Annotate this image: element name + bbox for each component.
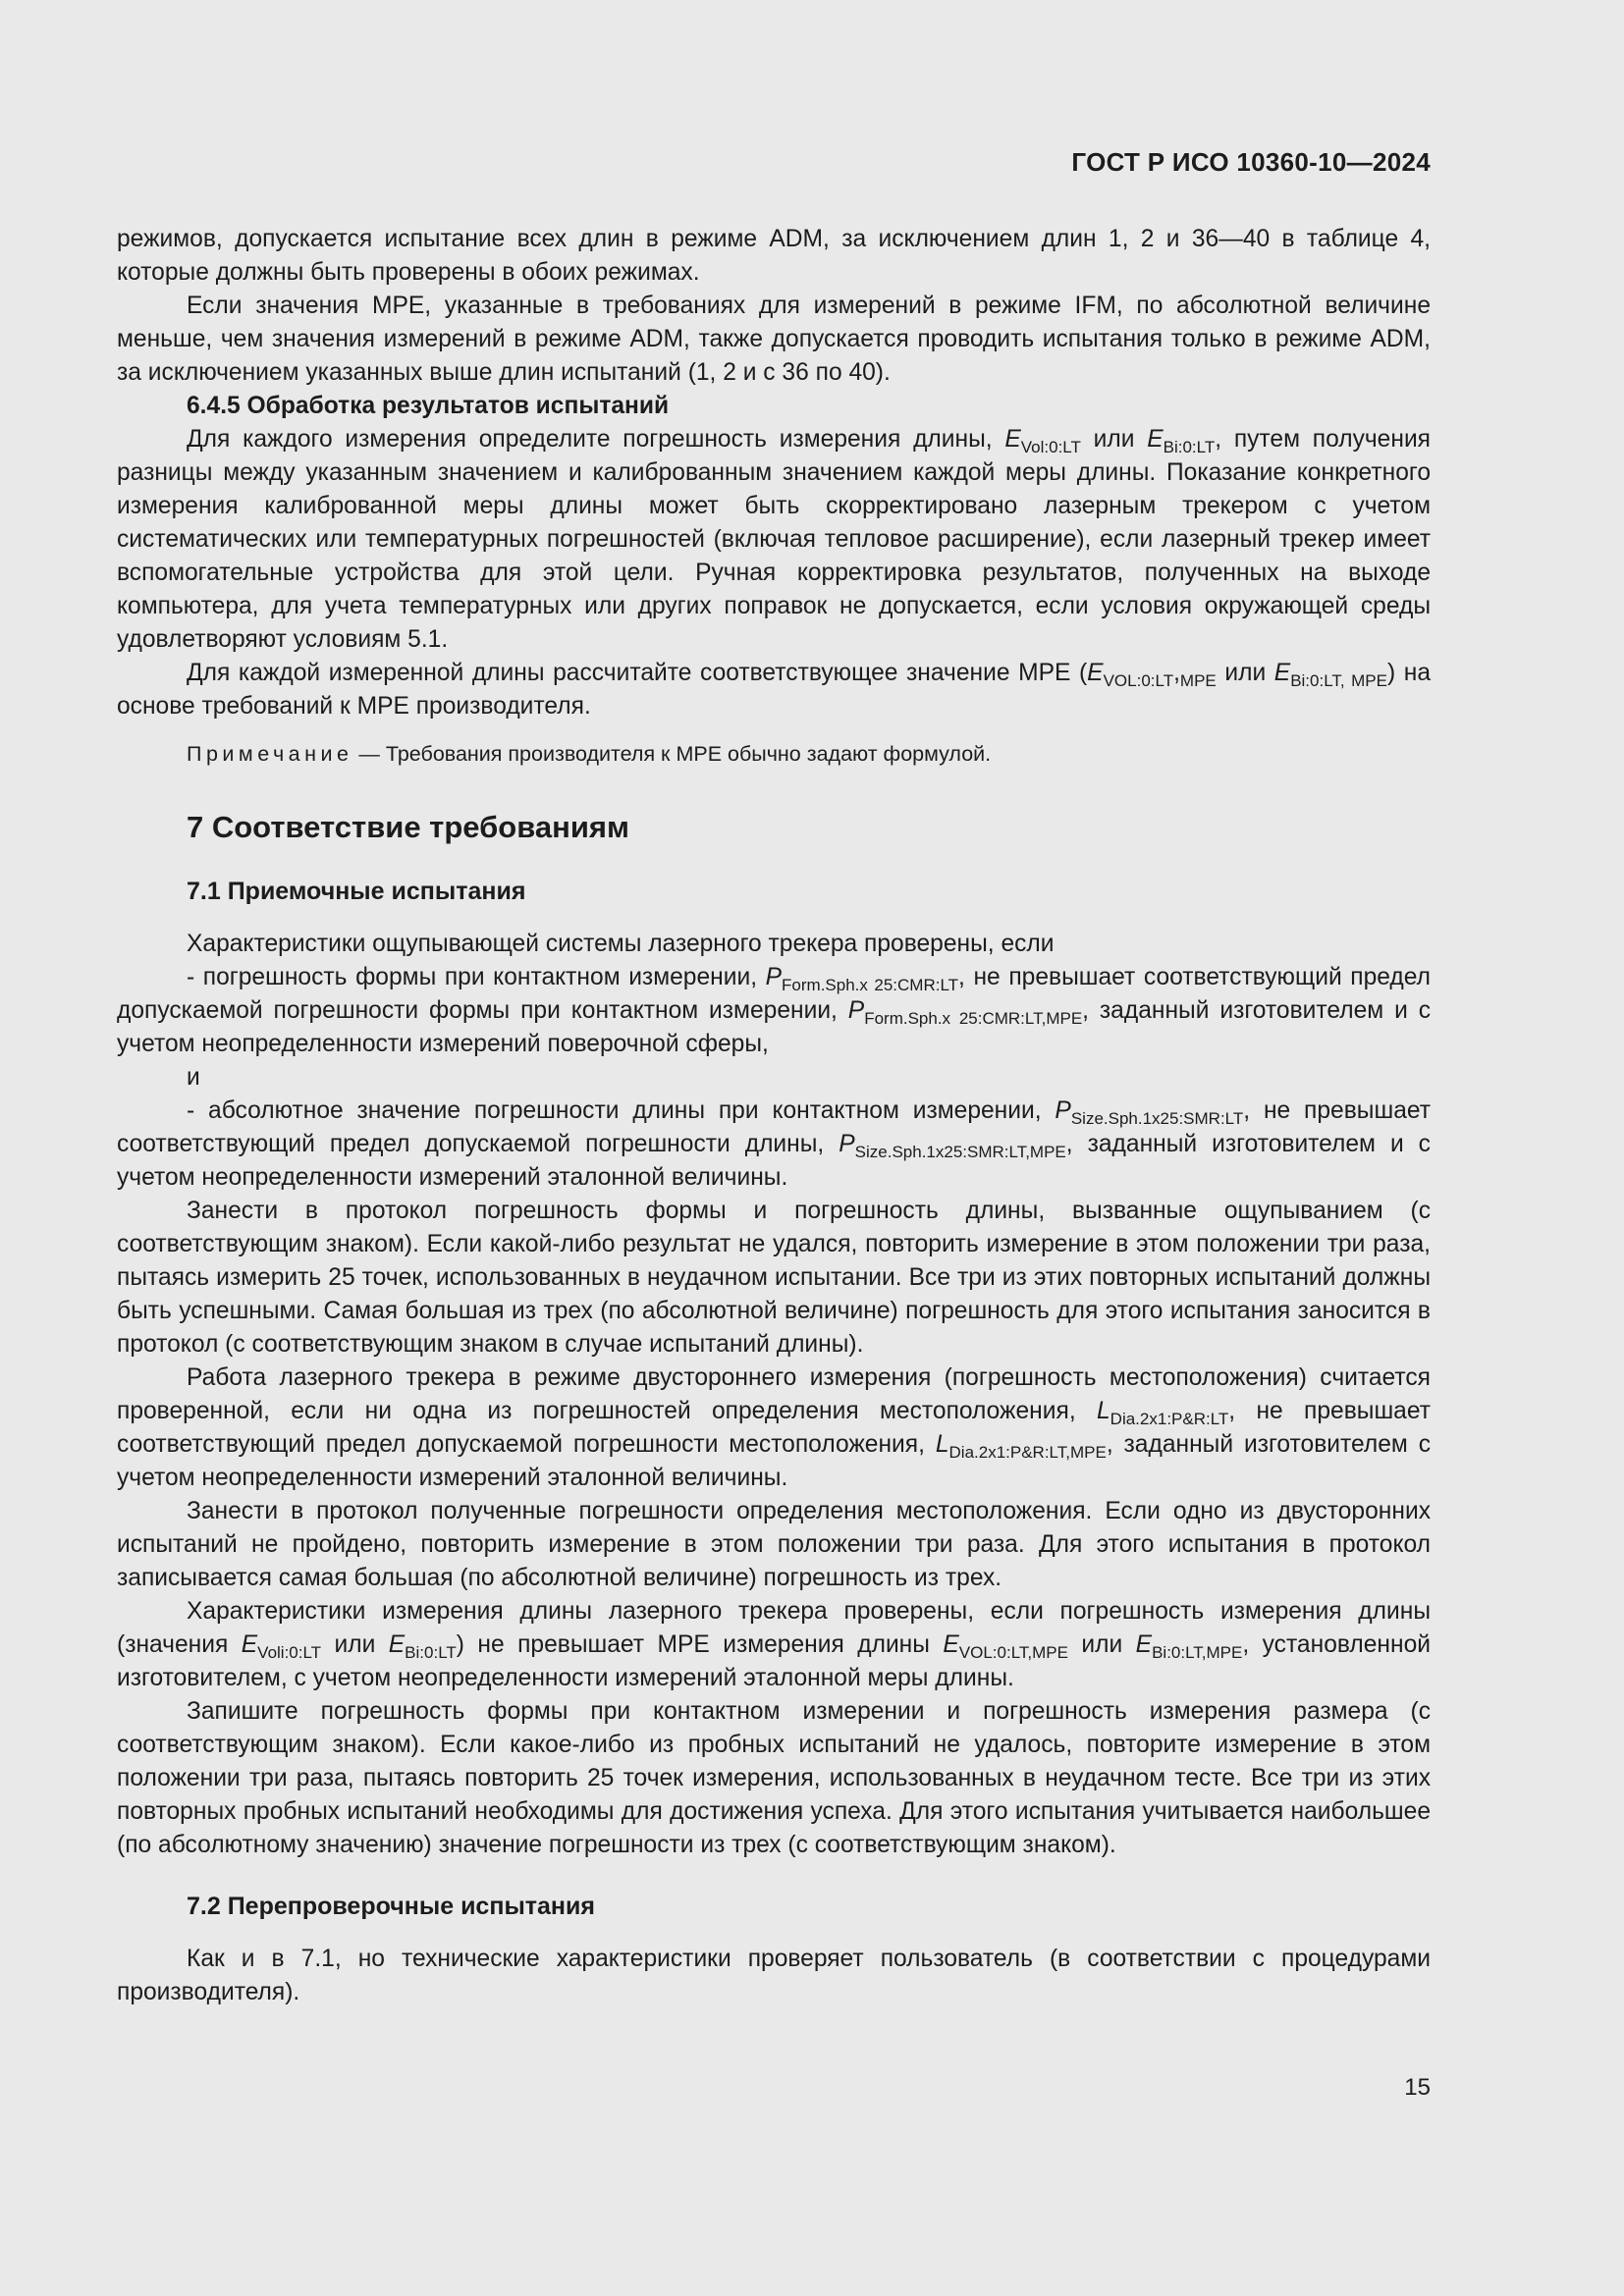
paragraph: и	[187, 1064, 200, 1091]
paragraph: Запишите погрешность формы при контактном измерении и погрешность измерения размера (с соответствующим знаком). Если какое-либо из пробных испытаний не удалось, повторите измерение в этом положении три раза, пытаясь повторить 25 точек измерения, использованных в неудачном тесте. Все три из этих повторных пробных испытаний необходимы для достижения успеха. Для этого испытания учитывается наибольшее (по абсолютному значению) значение погрешности из трех (с соответствующим знаком).	[117, 1698, 1431, 1858]
paragraph: Для каждого измерения определите погрешность измерения длины, $E_{Vol:0:LT}$ или $E_{Bi:0:LT}$, путем получения разницы между указанным значением и калиброванным значением каждой меры длины. Показание конкретного измерения калиброванной меры длины может быть скорректировано лазерным трекером с учетом систематических или температурных погрешностей (включая тепловое расширение), если лазерный трекер имеет вспомогательные устройства для этой цели. Ручная корректировка результатов, полученных на выходе компьютера, для учета температурных или других поправок не допускается, если условия окружающей среды удовлетворяют условиям 5.1.	[117, 426, 1431, 653]
paragraph: Как и в 7.1, но технические характеристики проверяет пользователь (в соответствии с процедурами производителя).	[117, 1946, 1431, 2005]
list-item: - погрешность формы при контактном измерении, $P_{Form.Sph.x 25:CMR:LT}$, не превышает соответствующий предел допускаемой погрешности формы при контактном измерении, $P_{Form.Sph.x 25:CMR:LT,MPE}$, заданный изготовителем и с учетом неопределенности измерений поверочной сферы,	[117, 964, 1432, 1057]
section-heading-6-4-5: 6.4.5 Обработка результатов испытаний	[187, 393, 670, 419]
note-label: Примечание	[187, 742, 353, 766]
list-item: - абсолютное значение погрешности длины при контактном измерении, $P_{Size.Sph.1x25:SMR:LT}$, не превышает соответствующий предел допускаемой погрешности длины, $P_{Size.Sph.1x25:SMR:LT,MPE}$, заданный изготовителем и с учетом неопределенности измерений эталонной величины.	[117, 1097, 1431, 1191]
paragraph: Для каждой измеренной длины рассчитайте соответствующее значение MPE ($E_{VOL:0:LT},_{MPE}$ или $E_{Bi:0:LT, MPE}$) на основе требований к MPE производителя.	[117, 660, 1431, 720]
section-heading-7-1: 7.1 Приемочные испытания	[187, 878, 526, 905]
page-number: 15	[1404, 2074, 1431, 2101]
paragraph: Работа лазерного трекера в режиме двустороннего измерения (погрешность местоположения) считается проверенной, если ни одна из погрешностей определения местоположения, $L_{Dia.2x1:P\&R:LT}$, не превышает соответствующий предел допускаемой погрешности местоположения, $L_{Dia.2x1:P\&R:LT,MPE}$, заданный изготовителем с учетом неопределенности измерений эталонной величины.	[117, 1364, 1431, 1491]
document-page	[117, 0, 1431, 2296]
section-heading-7-2: 7.2 Перепроверочные испытания	[187, 1893, 595, 1920]
paragraph: Характеристики ощупывающей системы лазерного трекера проверены, если	[187, 931, 1055, 957]
paragraph: Занести в протокол полученные погрешности определения местоположения. Если одно из двусторонних испытаний не пройдено, повторить измерение в этом положении три раза. Для этого испытания в протокол записывается самая большая (по абсолютной величине) погрешность из трех.	[117, 1498, 1431, 1591]
paragraph: Если значения MPE, указанные в требованиях для измерений в режиме IFM, по абсолютной величине меньше, чем значения измерений в режиме ADM, также допускается проводить испытания только в режиме ADM, за исключением указанных выше длин испытаний (1, 2 и с 36 по 40).	[117, 293, 1431, 386]
document-body	[117, 223, 1431, 2009]
paragraph: Характеристики измерения длины лазерного трекера проверены, если погрешность измерения длины (значения $E_{Voli:0:LT}$ или $E_{Bi:0:LT}$) не превышает MPE измерения длины $E_{VOL:0:LT,MPE}$ или $E_{Bi:0:LT,MPE}$, установленной изготовителем, с учетом неопределенности измерений эталонной меры длины.	[117, 1598, 1431, 1691]
paragraph: Занести в протокол погрешность формы и погрешность длины, вызванные ощупыванием (с соответствующим знаком). Если какой-либо результат не удался, повторить измерение в этом положении три раза, пытаясь измерить 25 точек, использованных в неудачном испытании. Все три из этих повторных испытаний должны быть успешными. Самая большая из трех (по абсолютной величине) погрешность для этого испытания заносится в протокол (с соответствующим знаком в случае испытаний длины).	[117, 1198, 1431, 1358]
section-heading-7: 7 Соответствие требованиям	[187, 810, 629, 844]
document-header: ГОСТ Р ИСО 10360-10—2024	[1071, 147, 1431, 177]
paragraph: режимов, допускается испытание всех длин в режиме ADM, за исключением длин 1, 2 и 36—40 в таблице 4, которые должны быть проверены в обоих режимах.	[117, 226, 1431, 286]
note: Примечание — Требования производителя к MPE обычно задают формулой.	[187, 742, 992, 766]
